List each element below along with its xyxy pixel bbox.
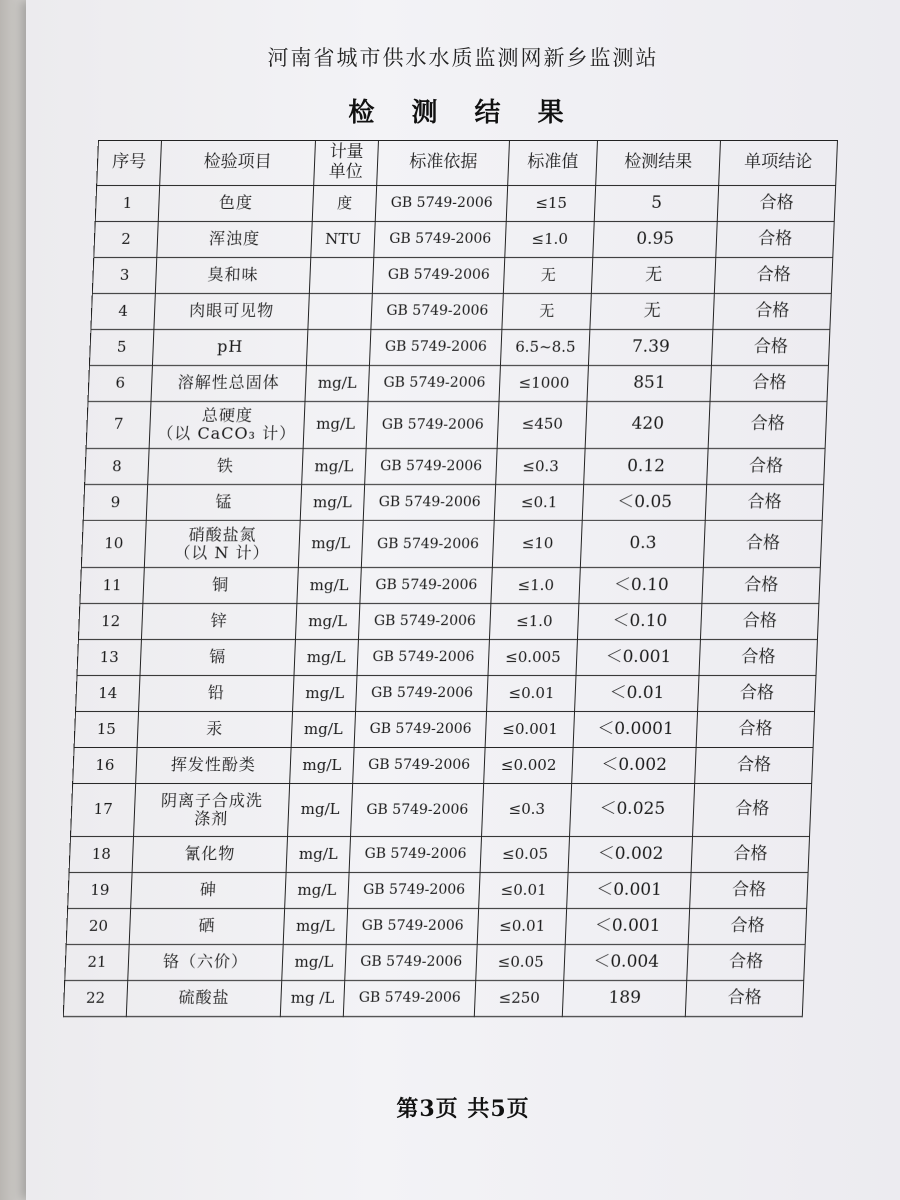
cell-basis: GB 5749-2006 [372, 258, 505, 294]
cell-limit: ≤0.3 [482, 784, 572, 837]
cell-unit: mg/L [290, 748, 354, 784]
table-row [76, 676, 816, 712]
cell-basis: GB 5749-2006 [361, 521, 494, 568]
col-header-conclusion: 单项结论 [719, 141, 838, 186]
document-title: 检 测 结 果 [348, 98, 578, 128]
cell-no: 19 [68, 873, 132, 909]
cell-unit: mg/L [298, 521, 363, 568]
cell-basis: GB 5749-2006 [368, 366, 501, 402]
col-header-no: 序号 [97, 141, 162, 186]
cell-limit: ≤1000 [499, 366, 588, 402]
table-row [65, 945, 805, 981]
cell-result: ＜0.001 [565, 909, 689, 945]
cell-conclusion: 合格 [690, 873, 808, 909]
cell-basis: GB 5749-2006 [345, 945, 478, 981]
cell-result: ＜0.10 [578, 604, 702, 640]
table-row [68, 873, 808, 909]
cell-unit [309, 258, 373, 294]
cell-result: 无 [590, 294, 714, 330]
table-row [83, 485, 823, 521]
cell-unit: mg/L [302, 449, 366, 485]
cell-result: ＜0.001 [576, 640, 700, 676]
cell-result: ＜0.01 [575, 676, 699, 712]
cell-item: pH [152, 330, 307, 366]
cell-result: ＜0.002 [572, 748, 696, 784]
cell-basis: GB 5749-2006 [371, 294, 504, 330]
cell-result: ＜0.025 [570, 784, 695, 837]
cell-basis: GB 5749-2006 [375, 186, 508, 222]
cell-result: ＜0.05 [582, 485, 706, 521]
cell-result: 0.12 [584, 449, 708, 485]
cell-result: 7.39 [589, 330, 713, 366]
cell-basis: GB 5749-2006 [346, 909, 479, 945]
cell-basis: GB 5749-2006 [365, 449, 498, 485]
cell-item: 浑浊度 [157, 222, 312, 258]
cell-no: 9 [83, 485, 147, 521]
table-row [92, 258, 832, 294]
table-row [89, 330, 829, 366]
cell-result: 851 [587, 366, 711, 402]
cell-conclusion: 合格 [698, 676, 816, 712]
cell-limit: ≤250 [475, 981, 564, 1017]
cell-item: 氰化物 [132, 837, 287, 873]
cell-result: 无 [592, 258, 716, 294]
col-header-result: 检测结果 [596, 141, 721, 186]
cell-conclusion: 合格 [696, 712, 814, 748]
table-row [81, 521, 822, 568]
cell-limit: ≤0.3 [496, 449, 585, 485]
cell-limit: ≤0.01 [478, 909, 567, 945]
cell-no: 2 [94, 222, 158, 258]
cell-unit: mg/L [283, 909, 347, 945]
cell-limit: ≤0.001 [485, 712, 574, 748]
cell-item: 铅 [139, 676, 294, 712]
table-row [63, 981, 803, 1017]
cell-unit: NTU [311, 222, 375, 258]
table-row [69, 837, 809, 873]
cell-conclusion: 合格 [707, 449, 825, 485]
cell-no: 17 [71, 784, 136, 837]
cell-result: 0.3 [581, 521, 706, 568]
cell-limit: ≤15 [507, 186, 596, 222]
cell-result: 189 [562, 981, 686, 1017]
cell-conclusion: 合格 [687, 945, 805, 981]
cell-result: 0.95 [593, 222, 717, 258]
cell-no: 5 [89, 330, 153, 366]
cell-result: 420 [585, 402, 710, 449]
cell-basis: GB 5749-2006 [348, 873, 481, 909]
cell-item: 铁 [148, 449, 303, 485]
cell-limit: ≤1.0 [490, 604, 579, 640]
cell-item: 锌 [141, 604, 296, 640]
table-row [91, 294, 831, 330]
cell-no: 14 [76, 676, 140, 712]
cell-item: 锰 [146, 485, 301, 521]
cell-limit: ≤0.05 [476, 945, 565, 981]
cell-result: ＜0.10 [579, 568, 703, 604]
cell-conclusion: 合格 [710, 366, 828, 402]
cell-no: 3 [92, 258, 156, 294]
cell-no: 21 [65, 945, 129, 981]
col-header-item: 检验项目 [160, 141, 316, 186]
organization-name: 河南省城市供水水质监测网新乡监测站 [267, 46, 659, 70]
table-row [66, 909, 806, 945]
cell-result: ＜0.004 [564, 945, 688, 981]
cell-limit: ≤0.05 [480, 837, 569, 873]
cell-conclusion: 合格 [716, 222, 834, 258]
cell-item: 肉眼可见物 [154, 294, 309, 330]
cell-no: 18 [69, 837, 133, 873]
cell-basis: GB 5749-2006 [374, 222, 507, 258]
cell-no: 1 [95, 186, 159, 222]
table-row [77, 640, 817, 676]
cell-conclusion: 合格 [701, 604, 819, 640]
cell-limit: ≤1.0 [505, 222, 594, 258]
cell-basis: GB 5749-2006 [349, 837, 482, 873]
table-row [78, 604, 818, 640]
cell-limit: ≤0.002 [484, 748, 573, 784]
cell-conclusion: 合格 [702, 568, 820, 604]
page-number: 第3页 共5页 [396, 1096, 530, 1122]
cell-conclusion: 合格 [695, 748, 813, 784]
cell-limit: 6.5~8.5 [501, 330, 590, 366]
table-row [95, 186, 835, 222]
cell-no: 11 [80, 568, 144, 604]
cell-limit: ≤450 [497, 402, 587, 449]
cell-basis: GB 5749-2006 [343, 981, 476, 1017]
cell-conclusion: 合格 [713, 294, 831, 330]
table-row [94, 222, 834, 258]
cell-unit [306, 330, 370, 366]
table-row [86, 402, 827, 449]
table-row [88, 366, 828, 402]
cell-basis: GB 5749-2006 [356, 676, 489, 712]
cell-item: 汞 [137, 712, 292, 748]
cell-unit: mg/L [295, 604, 359, 640]
cell-basis: GB 5749-2006 [359, 604, 492, 640]
cell-unit: mg/L [282, 945, 346, 981]
cell-no: 20 [66, 909, 130, 945]
cell-result: ＜0.001 [567, 873, 691, 909]
cell-item: 阴离子合成洗 涤剂 [134, 784, 290, 837]
cell-conclusion: 合格 [685, 981, 803, 1017]
cell-conclusion: 合格 [699, 640, 817, 676]
cell-basis: GB 5749-2006 [370, 330, 503, 366]
cell-limit: ≤0.1 [495, 485, 584, 521]
cell-basis: GB 5749-2006 [357, 640, 490, 676]
cell-basis: GB 5749-2006 [360, 568, 493, 604]
cell-item: 砷 [131, 873, 286, 909]
cell-unit: mg/L [294, 640, 358, 676]
results-table [63, 140, 838, 1017]
cell-conclusion: 合格 [691, 837, 809, 873]
cell-no: 12 [78, 604, 142, 640]
cell-result: ＜0.0001 [573, 712, 697, 748]
cell-unit: 度 [312, 186, 376, 222]
cell-basis: GB 5749-2006 [351, 784, 484, 837]
cell-conclusion: 合格 [715, 258, 833, 294]
cell-no: 13 [77, 640, 141, 676]
cell-no: 6 [88, 366, 152, 402]
cell-item: 镉 [140, 640, 295, 676]
cell-limit: ≤0.01 [479, 873, 568, 909]
col-header-limit: 标准值 [508, 141, 598, 186]
cell-unit: mg/L [285, 873, 349, 909]
cell-no: 4 [91, 294, 155, 330]
cell-item: 总硬度 （以 CaCO₃ 计） [149, 402, 305, 449]
cell-limit: ≤0.005 [488, 640, 577, 676]
cell-unit [308, 294, 372, 330]
cell-unit: mg/L [291, 712, 355, 748]
table-body [63, 186, 835, 1017]
cell-unit: mg/L [293, 676, 357, 712]
document-page [26, 0, 900, 1200]
cell-result: 5 [594, 186, 718, 222]
page-shadow [0, 0, 26, 1200]
cell-no: 10 [81, 521, 146, 568]
cell-item: 溶解性总固体 [151, 366, 306, 402]
cell-basis: GB 5749-2006 [363, 485, 496, 521]
cell-conclusion: 合格 [705, 485, 823, 521]
cell-conclusion: 合格 [717, 186, 835, 222]
col-header-basis: 标准依据 [377, 141, 510, 186]
table-row [85, 449, 825, 485]
cell-conclusion: 合格 [704, 521, 823, 568]
table-row [80, 568, 820, 604]
cell-item: 硝酸盐氮 （以 N 计） [144, 521, 300, 568]
cell-limit: ≤10 [493, 521, 583, 568]
table-row [71, 784, 812, 837]
cell-limit: ≤0.01 [487, 676, 576, 712]
cell-no: 7 [86, 402, 151, 449]
cell-result: ＜0.002 [568, 837, 692, 873]
cell-unit: mg/L [305, 366, 369, 402]
table-row [73, 748, 813, 784]
cell-unit: mg /L [280, 981, 344, 1017]
cell-conclusion: 合格 [688, 909, 806, 945]
cell-limit: 无 [502, 294, 591, 330]
cell-unit: mg/L [303, 402, 368, 449]
cell-item: 臭和味 [155, 258, 310, 294]
cell-basis: GB 5749-2006 [366, 402, 499, 449]
cell-item: 色度 [158, 186, 313, 222]
cell-item: 挥发性酚类 [136, 748, 291, 784]
cell-limit: 无 [504, 258, 593, 294]
cell-unit: mg/L [286, 837, 350, 873]
cell-item: 硫酸盐 [126, 981, 281, 1017]
col-header-unit: 计量 单位 [314, 141, 379, 186]
cell-conclusion: 合格 [708, 402, 827, 449]
cell-limit: ≤1.0 [491, 568, 580, 604]
cell-unit: mg/L [288, 784, 353, 837]
cell-no: 16 [73, 748, 137, 784]
cell-no: 15 [74, 712, 138, 748]
table-row [74, 712, 814, 748]
cell-item: 铬（六价） [128, 945, 283, 981]
cell-item: 硒 [129, 909, 284, 945]
cell-basis: GB 5749-2006 [353, 748, 486, 784]
cell-basis: GB 5749-2006 [354, 712, 487, 748]
table-header-row [97, 141, 838, 186]
cell-conclusion: 合格 [693, 784, 812, 837]
cell-unit: mg/L [297, 568, 361, 604]
cell-no: 22 [63, 981, 127, 1017]
cell-unit: mg/L [300, 485, 364, 521]
cell-item: 铜 [143, 568, 298, 604]
cell-conclusion: 合格 [712, 330, 830, 366]
cell-no: 8 [85, 449, 149, 485]
